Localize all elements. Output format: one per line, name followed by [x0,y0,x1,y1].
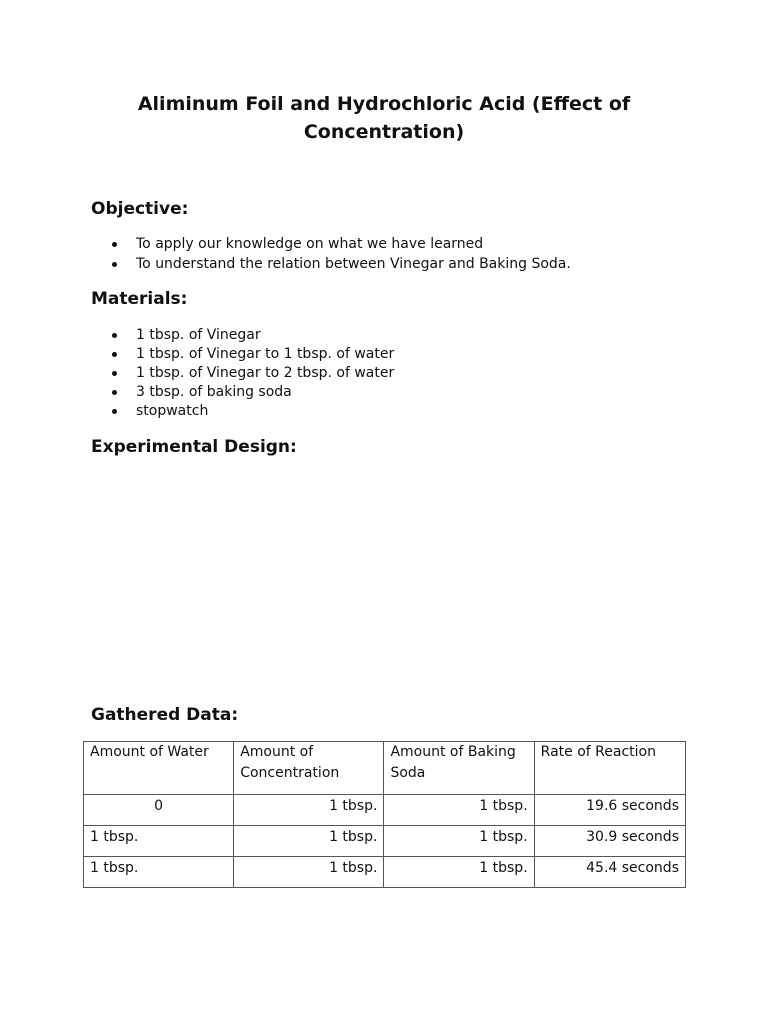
material-item: stopwatch [108,402,394,421]
column-header-concentration: Amount of Concentration [234,742,384,795]
cell-water: 0 [84,795,234,826]
cell-rate: 45.4 seconds [534,857,685,888]
table-header-row [84,742,686,795]
material-item: 1 tbsp. of Vinegar [108,326,394,345]
material-item: 1 tbsp. of Vinegar to 1 tbsp. of water [108,345,394,364]
table-row [84,857,686,888]
cell-concentration: 1 tbsp. [234,857,384,888]
cell-water: 1 tbsp. [84,826,234,857]
cell-concentration: 1 tbsp. [234,795,384,826]
cell-water: 1 tbsp. [84,857,234,888]
objective-item: To apply our knowledge on what we have learned [108,234,571,254]
materials-list [108,326,394,421]
material-item: 1 tbsp. of Vinegar to 2 tbsp. of water [108,364,394,383]
gathered-data-heading: Gathered Data: [91,705,239,725]
cell-concentration: 1 tbsp. [234,826,384,857]
cell-baking-soda: 1 tbsp. [384,795,534,826]
document-title: Aliminum Foil and Hydrochloric Acid (Effect of Concentration) [137,93,631,143]
experimental-design-heading: Experimental Design: [91,437,297,457]
column-header-rate: Rate of Reaction [534,742,685,795]
table-row [84,826,686,857]
materials-heading: Materials: [91,289,188,309]
gathered-data-table [83,741,686,888]
column-header-water: Amount of Water [84,742,234,795]
table-row [84,795,686,826]
cell-baking-soda: 1 tbsp. [384,857,534,888]
cell-baking-soda: 1 tbsp. [384,826,534,857]
cell-rate: 19.6 seconds [534,795,685,826]
objective-list [108,234,571,274]
objective-item: To understand the relation between Vinegar and Baking Soda. [108,254,571,274]
cell-rate: 30.9 seconds [534,826,685,857]
column-header-baking-soda: Amount of Baking Soda [384,742,534,795]
material-item: 3 tbsp. of baking soda [108,383,394,402]
objective-heading: Objective: [91,199,189,219]
